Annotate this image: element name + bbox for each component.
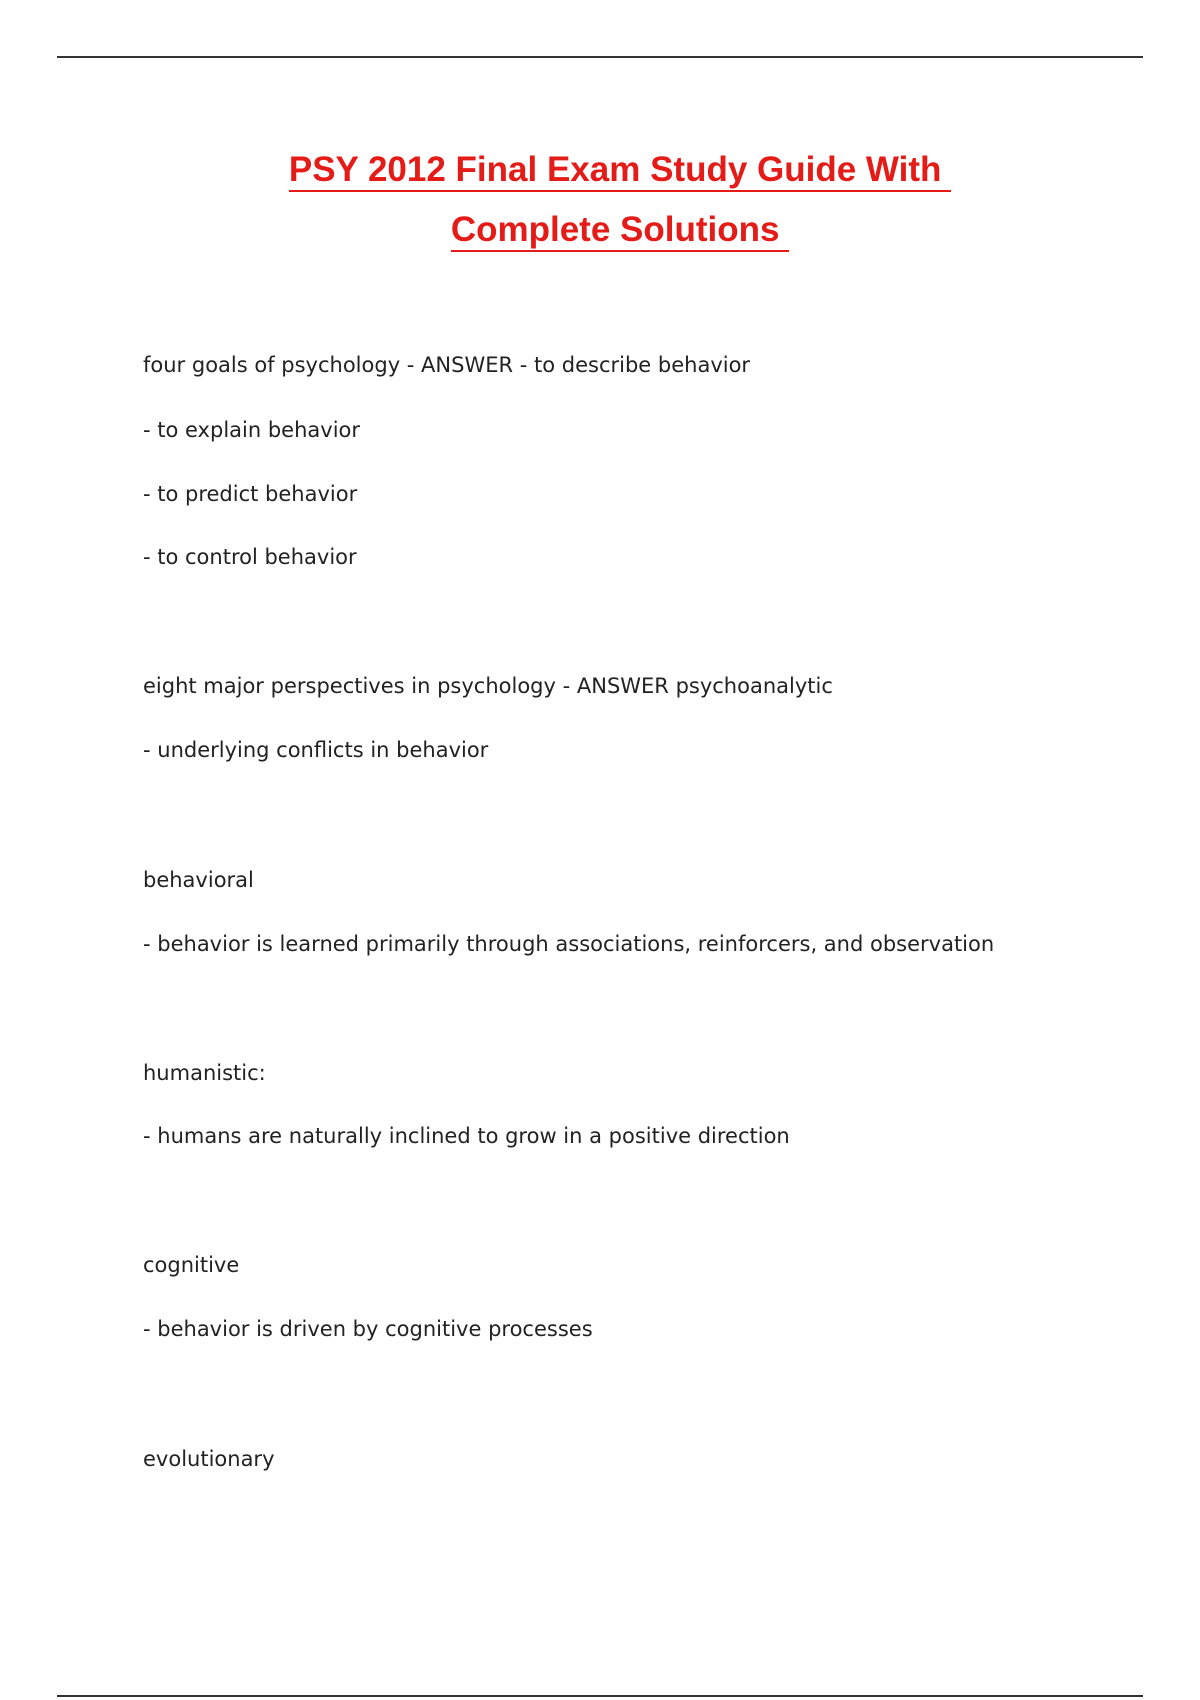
qa-line: - to predict behavior [143,482,358,506]
qa-line: - behavior is driven by cognitive processes [143,1317,593,1341]
qa-line: - to control behavior [143,545,357,569]
qa-line: - behavior is learned primarily through associations, reinforcers, and observation [143,932,995,956]
qa-line: evolutionary [143,1447,275,1471]
document-title-line-1: PSY 2012 Final Exam Study Guide With [0,152,1200,192]
footer-rule [57,1695,1143,1697]
qa-line: eight major perspectives in psychology - ANSWER psychoanalytic [143,674,833,698]
qa-line: four goals of psychology - ANSWER - to describe behavior [143,353,751,377]
qa-line: - to explain behavior [143,418,361,442]
qa-line: behavioral [143,868,254,892]
qa-line: - humans are naturally inclined to grow in a positive direction [143,1124,790,1148]
qa-line: humanistic: [143,1061,266,1085]
document-title-line-2: Complete Solutions [0,212,1200,252]
header-rule [57,56,1143,58]
qa-line: cognitive [143,1253,240,1277]
qa-line: - underlying conflicts in behavior [143,738,489,762]
